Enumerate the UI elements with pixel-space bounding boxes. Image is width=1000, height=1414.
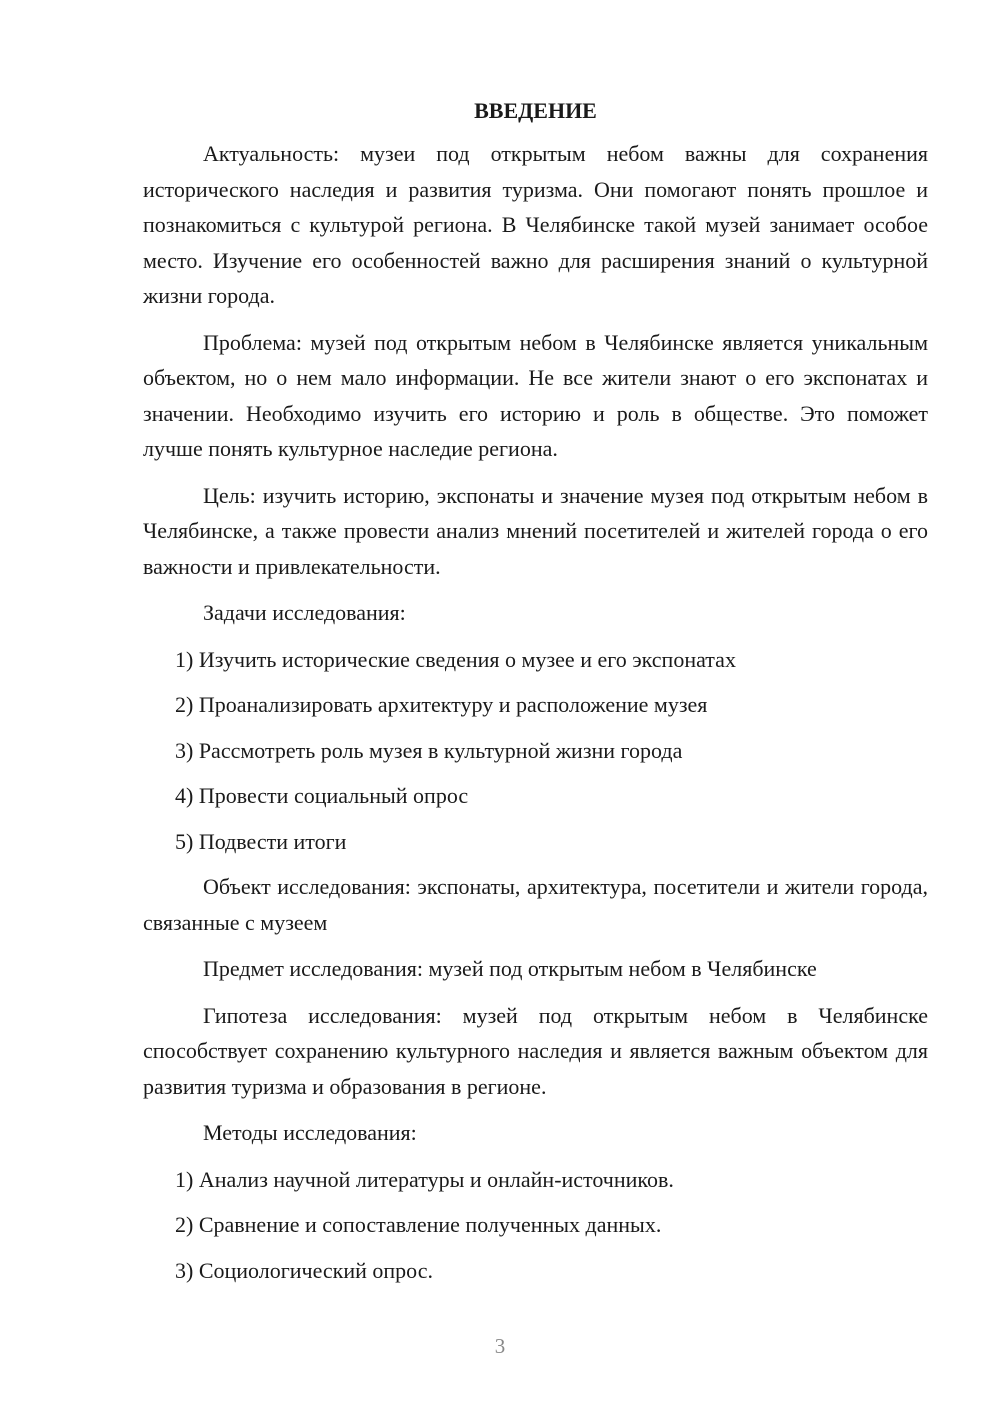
methods-title: Методы исследования: [203,1120,417,1145]
page-number: 3 [494,1334,506,1358]
task-item: 4) Провести социальный опрос [175,783,469,808]
task-item: 1) Изучить исторические сведения о музее и его экспонатах [175,646,736,672]
subject-paragraph: Предмет исследования: музей под открытым небом в Челябинске [203,956,817,981]
problem-paragraph: Проблема: музей под открытым небом в Челябинске является уникальным объектом, но о нем мало информации. Не все жители знают о его экспонатах и значении. Необходимо изучить его историю и роль в обществе. Это поможет лучше понять культурное наследие региона. [143,329,928,461]
tasks-list [143,642,928,860]
method-item: 3) Социологический опрос. [175,1257,433,1283]
task-item: 5) Подвести итоги [175,828,347,854]
goal-paragraph: Цель: изучить историю, экспонаты и значение музея под открытым небом в Челябинске, а также провести анализ мнений посетителей и жителей города о его важности и привлекательности. [143,482,928,579]
method-item: 1) Анализ научной литературы и онлайн-источников. [175,1166,674,1192]
task-item: 3) Рассмотреть роль музея в культурной жизни города [175,737,683,763]
relevance-paragraph: Актуальность: музеи под открытым небом важны для сохранения исторического наследия и развития туризма. Они помогают понять прошлое и познакомиться с культурой региона. В Челябинске такой музей занимает особое место. Изучение его особенностей важно для расширения знаний о культурной жизни города. [143,141,928,308]
task-item: 2) Проанализировать архитектуру и расположение музея [175,692,708,717]
hypothesis-paragraph: Гипотеза исследования: музей под открытым небом в Челябинске способствует сохранению культурного наследия и является важным объектом для развития туризма и образования в регионе. [143,1002,928,1099]
section-heading: ВВЕДЕНИЕ [474,98,597,123]
tasks-title: Задачи исследования: [203,600,406,625]
methods-list [143,1162,928,1289]
object-paragraph: Объект исследования: экспонаты, архитектура, посетители и жители города, связанные с музеем [143,874,928,935]
document-page [143,96,928,1298]
method-item: 2) Сравнение и сопоставление полученных данных. [175,1212,662,1237]
